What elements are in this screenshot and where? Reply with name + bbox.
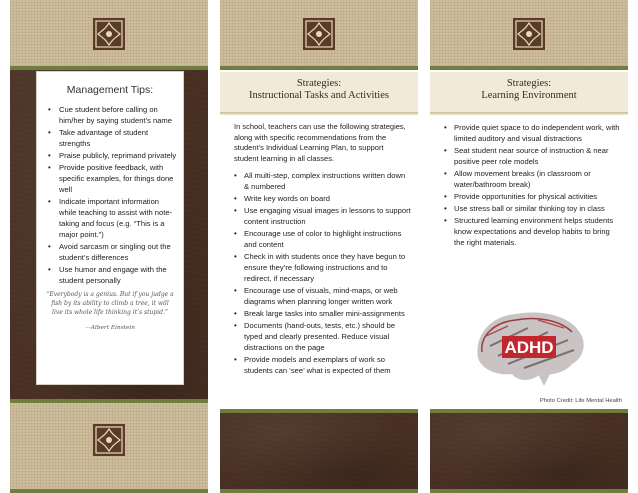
intro-paragraph: In school, teachers can use the following strategies, along with specific recommendations from the student’s Individual Learning Plan, to support student learning in all classes. bbox=[234, 122, 406, 163]
heading-line1: Strategies: bbox=[296, 78, 342, 89]
section-heading bbox=[430, 72, 628, 112]
list-item: • Indicate important information while teaching to assist with note-taking and focus (e.g. “This is a major point.”) bbox=[51, 196, 177, 241]
green-divider bbox=[220, 66, 418, 70]
panel-learning-environment bbox=[430, 0, 628, 493]
list-item: • Documents (hand-outs, tests, etc.) should be typed and clearly presented. Reduce visual distractions on the page bbox=[234, 320, 412, 354]
ornament-icon bbox=[92, 423, 126, 457]
list-item: • Check in with students once they have begun to ensure they’re following instructions and to redirect, if necessary bbox=[234, 251, 412, 285]
list-item: • All multi-step, complex instructions written down & numbered bbox=[234, 170, 412, 192]
ornament-icon bbox=[92, 17, 126, 51]
heading-shadow bbox=[430, 112, 628, 115]
list-item: • Write key words on board bbox=[234, 193, 412, 204]
bottom-leather-band bbox=[430, 413, 628, 493]
list-item: • Seat student near source of instruction & near positive peer role models bbox=[444, 145, 622, 167]
top-ornament-band bbox=[220, 0, 418, 66]
list-item: • Provide quiet space to do independent work, with limited auditory and visual distractions bbox=[444, 122, 622, 144]
list-item: • Encourage use of visuals, mind-maps, or web diagrams when planning longer written work bbox=[234, 285, 412, 307]
bottom-ornament-band bbox=[10, 403, 208, 493]
quote-author: —Albert Einstein bbox=[84, 325, 136, 332]
panel-instructional-strategies bbox=[220, 0, 418, 493]
green-divider bbox=[430, 66, 628, 70]
heading-line1: Strategies: bbox=[506, 78, 552, 89]
list-item: • Allow movement breaks (in classroom or water/bathroom break) bbox=[444, 168, 622, 190]
heading-line2: Learning Environment bbox=[481, 90, 577, 101]
ornament-icon bbox=[302, 17, 336, 51]
section-heading bbox=[220, 72, 418, 112]
green-divider bbox=[10, 489, 208, 493]
list-item: • Use engaging visual images in lessons to support content instruction bbox=[234, 205, 412, 227]
management-tips-title: Management Tips: bbox=[66, 84, 154, 96]
list-item: • Encourage use of color to highlight instructions and content bbox=[234, 228, 412, 250]
management-tips-list bbox=[37, 104, 183, 286]
green-divider bbox=[10, 66, 208, 70]
einstein-quote: “Everybody is a genius. But if you judge a fish by its ability to climb a tree, it will live its whole life thinking it’s stupid.” bbox=[46, 291, 174, 317]
list-item: • Break large tasks into smaller mini-assignments bbox=[234, 308, 412, 319]
green-divider bbox=[430, 489, 628, 493]
instructional-list bbox=[234, 170, 412, 377]
environment-list bbox=[444, 122, 622, 249]
top-ornament-band bbox=[430, 0, 628, 66]
panel-management-tips bbox=[10, 0, 208, 493]
list-item: • Praise publicly, reprimand privately bbox=[51, 150, 177, 161]
adhd-label: ADHD bbox=[504, 338, 554, 357]
list-item: • Take advantage of student strengths bbox=[51, 127, 177, 149]
list-item: • Provide opportunities for physical activities bbox=[444, 191, 622, 202]
list-item: • Structured learning environment helps students know expectations and develop habits to bring the right materials. bbox=[444, 215, 622, 249]
photo-credit: Photo Credit: Life Mental Health bbox=[539, 398, 622, 404]
heading-line2: Instructional Tasks and Activities bbox=[249, 90, 389, 101]
management-tips-card bbox=[37, 72, 183, 384]
list-item: • Provide positive feedback, with specific examples, for things done well bbox=[51, 162, 177, 196]
list-item: • Cue student before calling on him/her by saying student’s name bbox=[51, 104, 177, 126]
top-ornament-band bbox=[10, 0, 208, 66]
green-divider bbox=[220, 489, 418, 493]
list-item: • Use stress ball or similar thinking toy in class bbox=[444, 203, 622, 214]
adhd-brain-image bbox=[468, 306, 592, 388]
list-item: • Use humor and engage with the student personally bbox=[51, 264, 177, 286]
list-item: • Provide models and exemplars of work so students can ‘see’ what is expected of them bbox=[234, 354, 412, 376]
ornament-icon bbox=[512, 17, 546, 51]
bottom-leather-band bbox=[220, 413, 418, 493]
heading-shadow bbox=[220, 112, 418, 115]
list-item: • Avoid sarcasm or singling out the student’s differences bbox=[51, 241, 177, 263]
